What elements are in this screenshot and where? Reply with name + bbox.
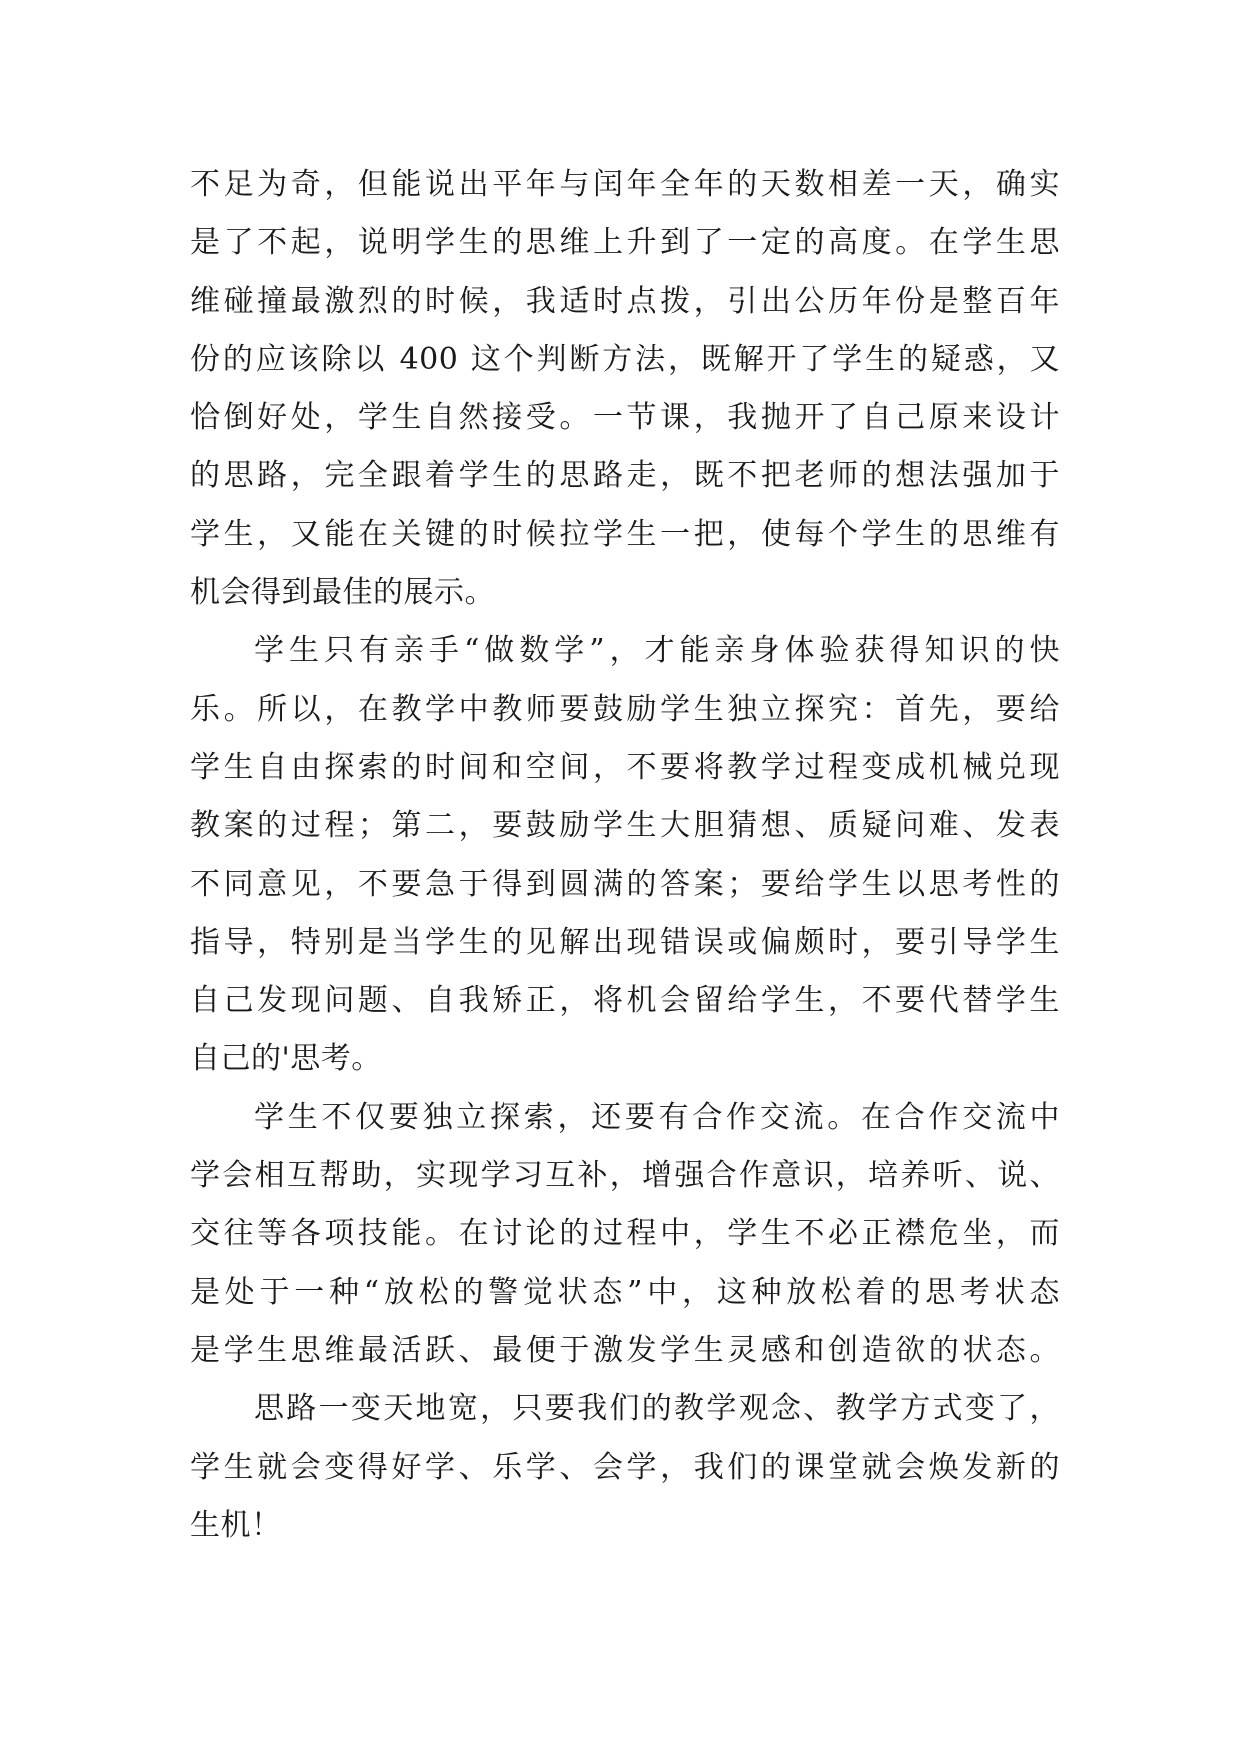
paragraph-2 bbox=[190, 622, 1060, 1088]
text-line: 自己发现问题、自我矫正，将机会留给学生，不要代替学生 bbox=[190, 983, 1060, 1019]
text-line: 学会相互帮助，实现学习互补，增强合作意识，培养听、说、 bbox=[190, 1158, 1060, 1194]
text-line: 恰倒好处，学生自然接受。一节课，我抛开了自己原来设计 bbox=[190, 400, 1060, 436]
text-line: 交往等各项技能。在讨论的过程中，学生不必正襟危坐，而 bbox=[190, 1216, 1060, 1252]
document-body bbox=[190, 156, 1060, 1555]
text-line: 学生，又能在关键的时候拉学生一把，使每个学生的思维有 bbox=[190, 516, 1060, 552]
paragraph-1 bbox=[190, 156, 1060, 622]
text-line: 学生就会变得好学、乐学、会学，我们的课堂就会焕发新的 bbox=[190, 1449, 1060, 1485]
text-line: 不足为奇，但能说出平年与闰年全年的天数相差一天，确实 bbox=[190, 167, 1060, 202]
paragraph-3 bbox=[190, 1089, 1060, 1380]
text-line: 自己的'思考。 bbox=[190, 1041, 382, 1077]
text-line: 机会得到最佳的展示。 bbox=[190, 575, 495, 611]
text-line: 学生自由探索的时间和空间，不要将教学过程变成机械兑现 bbox=[190, 749, 1060, 785]
text-line: 是学生思维最活跃、最便于激发学生灵感和创造欲的状态。 bbox=[190, 1332, 1060, 1368]
text-line: 是了不起，说明学生的思维上升到了一定的高度。在学生思 bbox=[190, 225, 1060, 261]
text-line: 学生不仅要独立探索，还要有合作交流。在合作交流中 bbox=[254, 1099, 1060, 1135]
text-line: 不同意见，不要急于得到圆满的答案；要给学生以思考性的 bbox=[190, 866, 1060, 902]
text-line: 指导，特别是当学生的见解出现错误或偏颇时，要引导学生 bbox=[190, 924, 1060, 960]
paragraph-4 bbox=[190, 1380, 1060, 1555]
text-line: 教案的过程；第二，要鼓励学生大胆猜想、质疑问难、发表 bbox=[190, 808, 1060, 844]
text-line: 是处于一种“放松的警觉状态”中，这种放松着的思考状态 bbox=[190, 1274, 1060, 1310]
text-line: 维碰撞最激烈的时候，我适时点拨，引出公历年份是整百年 bbox=[190, 283, 1060, 319]
text-line: 学生只有亲手“做数学”，才能亲身体验获得知识的快 bbox=[254, 633, 1060, 669]
text-line: 思路一变天地宽，只要我们的教学观念、教学方式变了， bbox=[254, 1391, 1060, 1427]
text-line: 份的应该除以 400 这个判断方法，既解开了学生的疑惑，又 bbox=[190, 341, 1060, 377]
text-line: 乐。所以，在教学中教师要鼓励学生独立探究：首先，要给 bbox=[190, 691, 1060, 727]
text-line: 生机！ bbox=[190, 1507, 282, 1543]
text-line: 的思路，完全跟着学生的思路走，既不把老师的想法强加于 bbox=[190, 458, 1060, 494]
